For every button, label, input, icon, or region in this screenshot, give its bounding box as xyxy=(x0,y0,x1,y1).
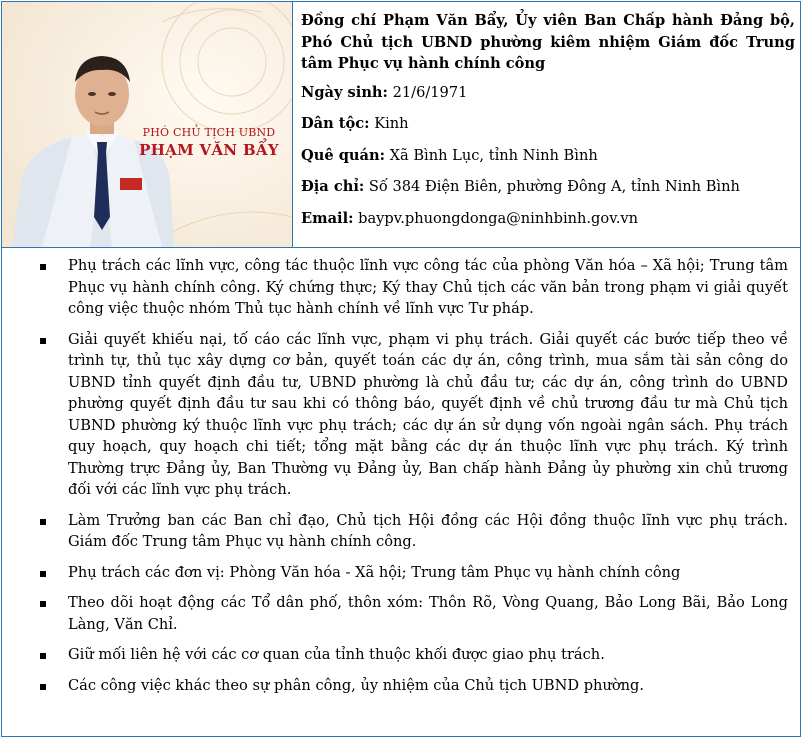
ethnic-row xyxy=(301,113,795,135)
list-item xyxy=(2,675,800,697)
email-label: Email: xyxy=(301,209,354,227)
portrait-photo xyxy=(2,2,293,247)
hometown-label: Quê quán: xyxy=(301,146,385,164)
square-bullet-icon xyxy=(40,601,46,607)
caption-position: PHÓ CHỦ TỊCH UBND xyxy=(142,126,276,139)
square-bullet-icon xyxy=(40,571,46,577)
birth-row xyxy=(301,82,795,104)
square-bullet-icon xyxy=(40,684,46,690)
square-bullet-icon xyxy=(40,264,46,270)
list-item xyxy=(2,510,800,553)
email-row xyxy=(301,208,795,230)
profile-header xyxy=(2,2,800,248)
address-row xyxy=(301,176,795,198)
birth-label: Ngày sinh: xyxy=(301,83,388,101)
square-bullet-icon xyxy=(40,519,46,525)
square-bullet-icon xyxy=(40,338,46,344)
caption-name: PHẠM VĂN BẨY xyxy=(139,141,279,159)
hometown-row xyxy=(301,145,795,167)
duties-list xyxy=(2,255,800,705)
birth-value: 21/6/1971 xyxy=(387,83,468,101)
duty-text: Theo dõi hoạt động các Tổ dân phố, thôn xóm: Thôn Rõ, Vòng Quang, Bảo Long Bãi, Bảo Long Làng, Văn Chỉ. xyxy=(68,594,788,633)
portrait-caption xyxy=(124,126,293,159)
list-item xyxy=(2,329,800,501)
profile-title: Đồng chí Phạm Văn Bẩy, Ủy viên Ban Chấp hành Đảng bộ, Phó Chủ tịch UBND phường kiêm nhiệm Giám đốc Trung tâm Phục vụ hành chính công xyxy=(301,12,795,72)
address-value: Số 384 Điện Biên, phường Đông A, tỉnh Ninh Bình xyxy=(364,178,740,195)
duty-text: Giữ mối liên hệ với các cơ quan của tỉnh thuộc khối được giao phụ trách. xyxy=(68,646,605,663)
duty-text: Làm Trưởng ban các Ban chỉ đạo, Chủ tịch Hội đồng các Hội đồng thuộc lĩnh vực phụ trách. Giám đốc Trung tâm Phục vụ hành chính công. xyxy=(68,511,788,550)
list-item xyxy=(2,562,800,584)
square-bullet-icon xyxy=(40,653,46,659)
ethnic-value: Kinh xyxy=(369,115,409,132)
duty-text: Phụ trách các đơn vị: Phòng Văn hóa - Xã hội; Trung tâm Phục vụ hành chính công xyxy=(68,563,681,581)
list-item xyxy=(2,644,800,666)
email-value[interactable]: baypv.phuongdonga@ninhbinh.gov.vn xyxy=(353,209,638,227)
duty-text: Giải quyết khiếu nại, tố cáo các lĩnh vực, phạm vi phụ trách. Giải quyết các bước tiếp theo về trình tự, thủ tục xây dựng cơ bản, quyết toán các dự án, công trình, mua sắm tài sản công do UBND tỉnh quyết định đầu tư, UBND phường là chủ đầu tư; các dự án, công trình do UBND phường quyết định đầu tư sau khi có thông báo, quyết định về chủ trương đầu tư mà Chủ tịch UBND phường ký thuộc lĩnh vực phụ trách; các dự án sử dụng vốn ngoài ngân sách. Phụ trách quy hoạch, quy hoạch chi tiết; tổng mặt bằng các dự án thuộc lĩnh vực phụ trách. Ký trình Thường trực Đảng ủy, Ban Thường vụ Đảng ủy, Ban chấp hành Đảng ủy phường xin chủ trương đối với các lĩnh vực phụ trách. xyxy=(68,330,788,498)
ethnic-label: Dân tộc: xyxy=(301,115,370,132)
list-item xyxy=(2,255,800,320)
address-label: Địa chỉ: xyxy=(301,178,365,195)
duty-text: Phụ trách các lĩnh vực, công tác thuộc lĩnh vực công tác của phòng Văn hóa – Xã hội; Trung tâm Phục vụ hành chính công. Ký chứng thực; Ký thay Chủ tịch các văn bản trong phạm vi giải quyết công việc thuộc nhóm Thủ tục hành chính về lĩnh vực Tư pháp. xyxy=(68,257,788,317)
portrait-illustration xyxy=(2,2,292,247)
profile-card xyxy=(1,1,801,737)
duty-text: Các công việc khác theo sự phân công, ủy nhiệm của Chủ tịch UBND phường. xyxy=(68,676,645,694)
profile-info xyxy=(301,10,795,239)
hometown-value: Xã Bình Lục, tỉnh Ninh Bình xyxy=(384,146,598,164)
list-item xyxy=(2,592,800,635)
